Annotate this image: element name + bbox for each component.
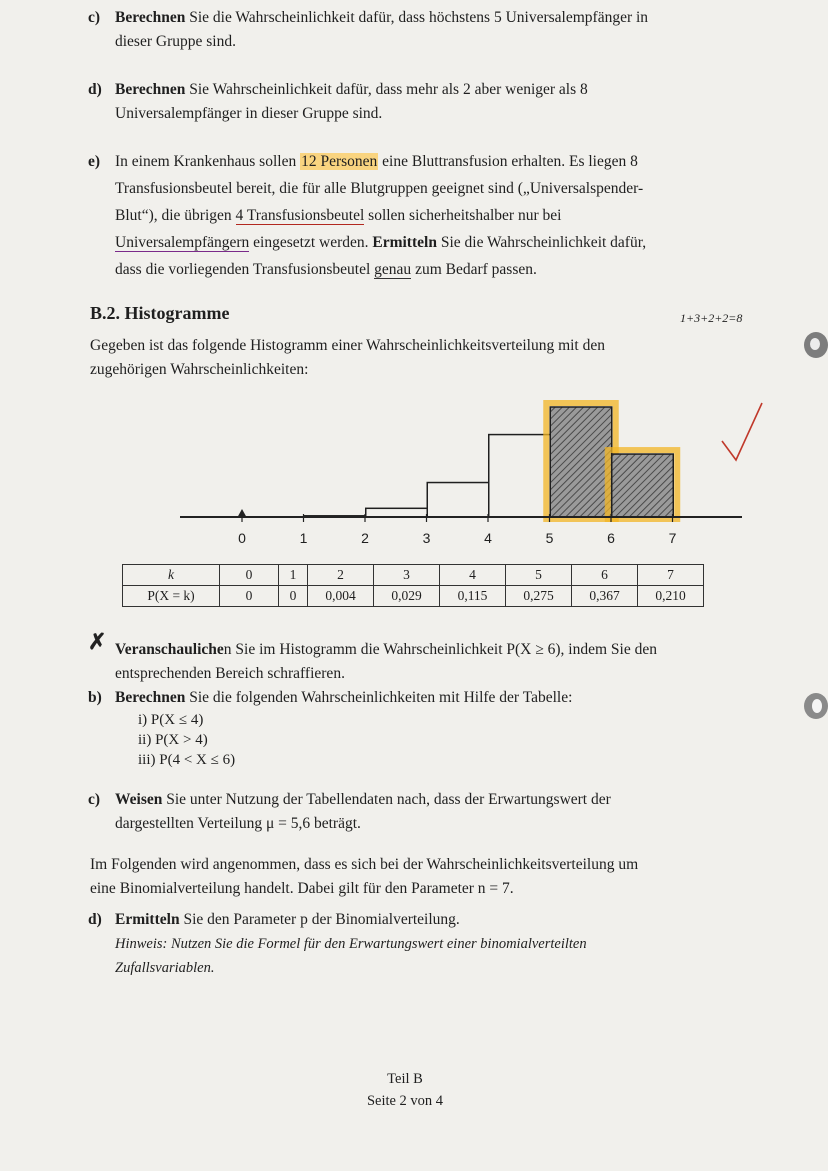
table-cell-p: 0	[279, 586, 308, 607]
table-cell-p: 0,367	[572, 586, 638, 607]
check-mark-icon	[722, 403, 762, 460]
task-c-line1: Sie die Wahrscheinlichkeit dafür, dass höchstens 5 Universalempfänger in	[185, 9, 649, 26]
tick-label: 4	[484, 530, 492, 546]
section-heading: B.2. Histogramme	[90, 303, 230, 323]
task-a-line1: n Sie im Histogramm die Wahrscheinlichkeit P(X ≥ 6), indem Sie den	[223, 641, 657, 658]
table-cell-k: 5	[506, 565, 572, 586]
footer-part: Teil B	[387, 1071, 423, 1087]
table-header-k: k	[123, 565, 220, 586]
task-b-label: b)	[88, 689, 102, 706]
table-cell-k: 3	[374, 565, 440, 586]
hint-line1: Hinweis: Nutzen Sie die Formel für den Erwartungswert einer binomialverteilten	[115, 936, 587, 952]
task-b-line1: Sie die folgenden Wahrscheinlichkeiten mit Hilfe der Tabelle:	[185, 689, 573, 706]
tick-label: 0	[238, 530, 246, 546]
punch-hole-center	[810, 338, 820, 350]
binomial-line2: eine Binomialverteilung handelt. Dabei gilt für den Parameter n = 7.	[90, 880, 514, 897]
binomial-paragraph	[90, 853, 790, 901]
task-e-l1-pre: In einem Krankenhaus sollen	[115, 153, 301, 170]
task-e-l3-pre: Blut“), die übrigen	[115, 207, 236, 224]
task-e-l4-post: Sie die Wahrscheinlichkeit dafür,	[436, 234, 647, 251]
footer-page-number: Seite 2 von 4	[366, 1093, 444, 1109]
underline-universal-receivers: Universalempfängern	[115, 234, 250, 251]
task-c-label: c)	[88, 9, 101, 26]
page-footer	[350, 1068, 460, 1112]
intro-line1: Gegeben ist das folgende Histogramm einer Wahrscheinlichkeitsverteilung mit den	[90, 337, 605, 354]
task-e-l1-post: eine Bluttransfusion erhalten. Es liegen 8	[378, 153, 638, 170]
task-e-l4-bold: Ermitteln	[372, 234, 437, 251]
task-d2-label: d)	[88, 911, 102, 928]
table-cell-p: 0	[220, 586, 279, 607]
task-a	[88, 638, 768, 686]
histogram	[0, 0, 828, 560]
binomial-line1: Im Folgenden wird angenommen, dass es sich bei der Wahrscheinlichkeitsverteilung um	[90, 856, 639, 873]
table-cell-p: 0,210	[638, 586, 704, 607]
underline-4-bags: 4 Transfusionsbeutel	[235, 207, 365, 224]
task-e-l5-post: zum Bedarf passen.	[411, 261, 537, 278]
highlight-12-persons: 12 Personen	[301, 153, 378, 170]
task-d2	[88, 908, 768, 980]
task-c2-label: c)	[88, 791, 101, 808]
intro-line2: zugehörigen Wahrscheinlichkeiten:	[90, 361, 309, 378]
tick-label: 7	[668, 530, 677, 546]
task-c2-lead: Weisen	[115, 791, 163, 808]
task-b	[88, 686, 748, 710]
task-c-line2: dieser Gruppe sind.	[115, 33, 236, 50]
histogram-bar-5	[489, 435, 551, 517]
table-cell-k: 1	[279, 565, 308, 586]
task-c2-line1: Sie unter Nutzung der Tabellendaten nach, dass der Erwartungswert der	[162, 791, 611, 808]
histogram-bar-6	[550, 407, 612, 517]
tick-label: 3	[422, 530, 431, 546]
probability-table	[122, 564, 704, 607]
task-b-item: ii) P(X > 4)	[138, 732, 208, 748]
table-cell-p: 0,275	[506, 586, 572, 607]
table-cell-k: 0	[220, 565, 279, 586]
task-e-label: e)	[88, 153, 101, 170]
task-b-lead: Berechnen	[115, 689, 186, 706]
task-c2	[88, 788, 768, 836]
task-e-l5-pre: dass die vorliegenden Transfusionsbeutel	[115, 261, 375, 278]
task-d-line1: Sie Wahrscheinlichkeit dafür, dass mehr als 2 aber weniger als 8	[185, 81, 588, 98]
task-d-lead: Berechnen	[115, 81, 186, 98]
table-cell-p: 0,115	[440, 586, 506, 607]
tick-label: 2	[361, 530, 369, 546]
task-e-l3-post: sollen sicherheitshalber nur bei	[364, 207, 562, 224]
histogram-bar-3	[366, 508, 428, 517]
task-c2-line2: dargestellten Verteilung μ = 5,6 beträgt.	[115, 815, 361, 832]
task-a-lead: Veranschauliche	[115, 641, 224, 658]
underline-genau: genau	[374, 261, 412, 278]
histogram-bar-4	[427, 483, 489, 517]
task-d2-line1: Sie den Parameter p der Binomialverteilung.	[179, 911, 460, 928]
histogram-bar-7	[612, 454, 674, 517]
table-cell-p: 0,004	[308, 586, 374, 607]
task-b-item: i) P(X ≤ 4)	[138, 712, 204, 728]
table-cell-p: 0,029	[374, 586, 440, 607]
tick-label: 1	[299, 530, 308, 546]
task-e-l4-mid: eingesetzt werden.	[249, 234, 373, 251]
table-header-p: P(X = k)	[123, 586, 220, 607]
task-c-lead: Berechnen	[115, 9, 186, 26]
punch-hole-center	[812, 699, 822, 713]
task-d-line2: Universalempfänger in dieser Gruppe sind.	[115, 105, 383, 122]
table-row-k	[123, 565, 704, 586]
task-e-l2: Transfusionsbeutel bereit, die für alle Blutgruppen geeignet sind („Universalspender-	[115, 180, 644, 197]
table-cell-k: 2	[308, 565, 374, 586]
task-d2-lead: Ermitteln	[115, 911, 180, 928]
zero-marker-icon	[237, 509, 247, 518]
table-cell-k: 6	[572, 565, 638, 586]
tick-label: 6	[607, 530, 615, 546]
task-a-line2: entsprechenden Bereich schraffieren.	[115, 665, 345, 682]
task-b-item: iii) P(4 < X ≤ 6)	[138, 752, 236, 768]
task-d-label: d)	[88, 81, 102, 98]
points-annotation: 1+3+2+2=8	[680, 311, 743, 325]
hint-line2: Zufallsvariablen.	[115, 960, 215, 976]
crossed-out-label: ✗	[88, 629, 107, 654]
task-b-items	[88, 710, 488, 770]
table-cell-k: 4	[440, 565, 506, 586]
table-cell-k: 7	[638, 565, 704, 586]
tick-label: 5	[545, 530, 554, 546]
table-row-p	[123, 586, 704, 607]
